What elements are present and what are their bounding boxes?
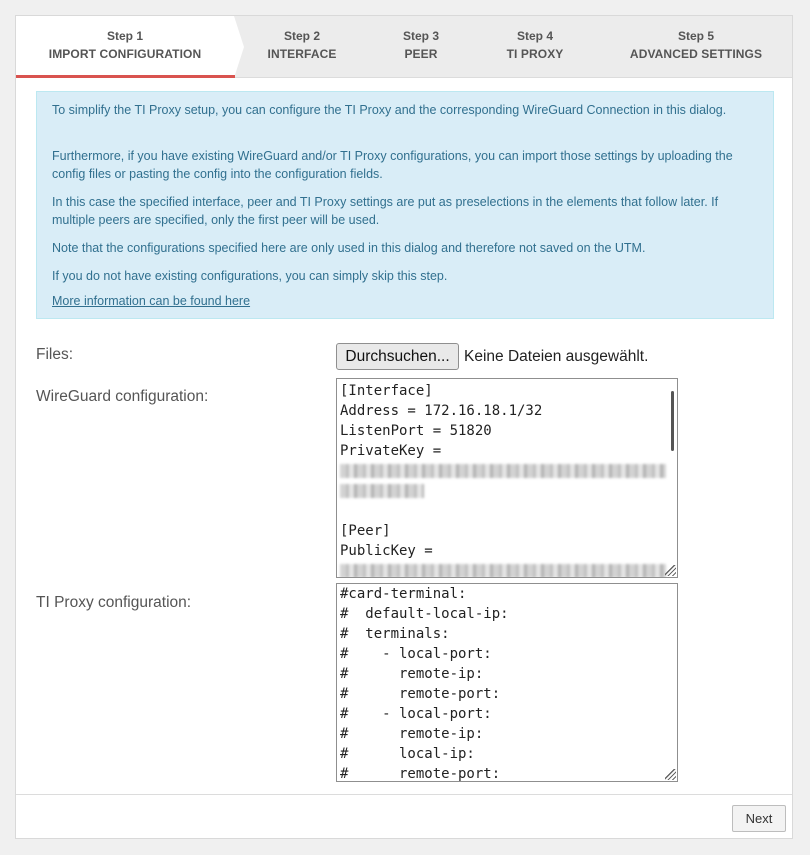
ti-line: # default-local-ip: bbox=[340, 606, 509, 622]
step-advanced-settings[interactable] bbox=[604, 16, 788, 77]
wg-line: [Interface] bbox=[340, 383, 433, 399]
info-text: Furthermore, if you have existing WireGuard and/or TI Proxy configurations, you can import those settings by uploading the config files or pasting the config into the configuration fields. bbox=[52, 149, 733, 181]
step-number: Step 3 bbox=[402, 29, 439, 43]
active-step-indicator bbox=[16, 75, 235, 78]
step-name: IMPORT CONFIGURATION bbox=[48, 47, 202, 61]
ti-proxy-config-textarea[interactable] bbox=[336, 583, 678, 782]
step-name: TI PROXY bbox=[506, 47, 564, 61]
redacted-public-key bbox=[340, 564, 666, 578]
wizard-panel bbox=[15, 15, 793, 839]
textarea-scrollbar[interactable] bbox=[671, 391, 674, 451]
step-name: ADVANCED SETTINGS bbox=[629, 47, 763, 61]
step-number: Step 4 bbox=[516, 29, 553, 43]
step-peer[interactable] bbox=[364, 16, 478, 77]
ti-line: # terminals: bbox=[340, 626, 450, 642]
ti-line: # - local-port: bbox=[340, 646, 492, 662]
ti-line: # remote-port: bbox=[340, 766, 501, 782]
wireguard-config-label: WireGuard configuration: bbox=[36, 388, 209, 405]
redacted-private-key bbox=[340, 464, 666, 478]
wg-line: PublicKey = bbox=[340, 543, 433, 559]
wireguard-config-textarea[interactable] bbox=[336, 378, 678, 578]
ti-proxy-config-label: TI Proxy configuration: bbox=[36, 594, 192, 611]
ti-line: # local-ip: bbox=[340, 746, 475, 762]
step-number: Step 1 bbox=[106, 29, 143, 43]
browse-files-button[interactable]: Durchsuchen... bbox=[336, 343, 459, 370]
step-name: INTERFACE bbox=[267, 47, 337, 61]
redacted-private-key bbox=[340, 484, 424, 498]
more-information-link[interactable]: More information can be found here bbox=[52, 294, 251, 308]
info-text: Note that the configurations specified here are only used in this dialog and therefore not saved on the UTM. bbox=[52, 241, 646, 255]
ti-line: # remote-port: bbox=[340, 686, 501, 702]
step-number: Step 5 bbox=[677, 29, 714, 43]
step-number: Step 2 bbox=[283, 29, 320, 43]
wg-line: Address = 172.16.18.1/32 bbox=[340, 403, 543, 419]
wg-line-redacted bbox=[340, 561, 674, 578]
resize-grip-icon[interactable] bbox=[665, 769, 676, 780]
next-button[interactable]: Next bbox=[732, 805, 786, 832]
info-text: If you do not have existing configurations, you can simply skip this step. bbox=[52, 269, 448, 283]
wg-line-redacted bbox=[340, 481, 674, 501]
ti-line: # remote-ip: bbox=[340, 666, 484, 682]
info-text: In this case the specified interface, peer and TI Proxy settings are put as preselections in the elements that follow later. If multiple peers are specified, only the first peer will be used. bbox=[52, 195, 719, 227]
wg-line-redacted bbox=[340, 461, 674, 481]
step-interface[interactable] bbox=[241, 16, 363, 77]
wg-line: PrivateKey = bbox=[340, 443, 442, 459]
wizard-footer bbox=[16, 794, 792, 839]
step-name: PEER bbox=[404, 47, 438, 61]
info-text: To simplify the TI Proxy setup, you can configure the TI Proxy and the corresponding WireGuard Connection in this dialog. bbox=[52, 103, 727, 117]
step-ti-proxy[interactable] bbox=[476, 16, 594, 77]
info-box bbox=[36, 91, 774, 319]
ti-line: # remote-ip: bbox=[340, 726, 484, 742]
resize-grip-icon[interactable] bbox=[665, 565, 676, 576]
ti-line: #card-terminal: bbox=[340, 586, 467, 602]
wg-line bbox=[340, 501, 674, 521]
files-label: Files: bbox=[36, 346, 74, 363]
wg-line: ListenPort = 51820 bbox=[340, 423, 492, 439]
step-import-configuration[interactable] bbox=[16, 16, 234, 77]
wizard-steps bbox=[16, 16, 792, 78]
file-status-text: Keine Dateien ausgewählt. bbox=[464, 348, 649, 365]
wg-line: [Peer] bbox=[340, 523, 391, 539]
ti-line: # - local-port: bbox=[340, 706, 492, 722]
